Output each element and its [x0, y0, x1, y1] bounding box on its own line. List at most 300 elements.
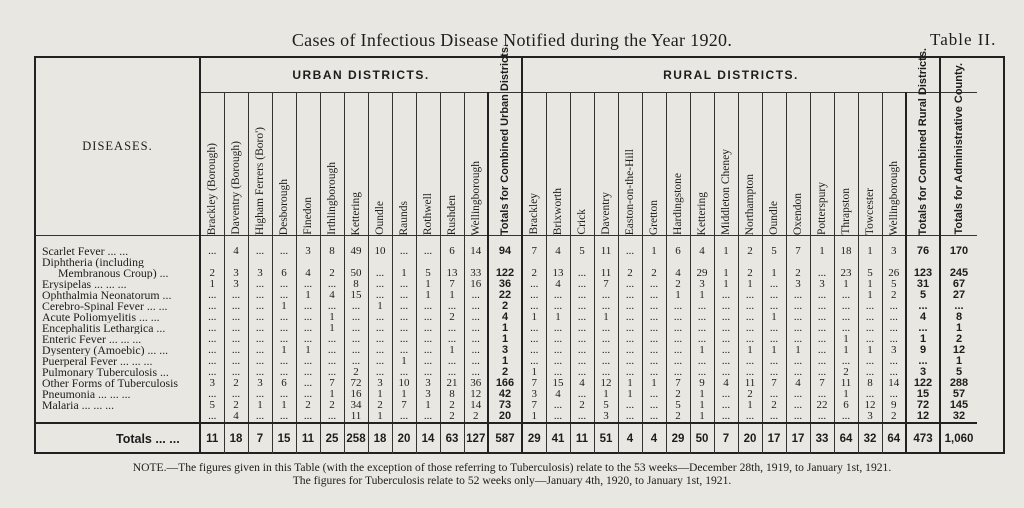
cell-value: ... [570, 312, 594, 323]
cell-value: ... [464, 323, 488, 334]
column-header [882, 93, 906, 236]
cell-value: ... [642, 356, 666, 367]
cell-value: 1 [834, 334, 858, 345]
column-header [906, 47, 940, 236]
cell-value: ... [594, 367, 618, 378]
cell-value: 1 [666, 290, 690, 301]
cell-value: ... [786, 411, 810, 423]
cell-value: 6 [272, 378, 296, 389]
cell-value: 7 [522, 400, 546, 411]
cell-value: 1 [690, 400, 714, 411]
cell-value: ... [546, 323, 570, 334]
cell-value: ... [738, 334, 762, 345]
total-value: 17 [762, 423, 786, 454]
cell-value: ... [272, 236, 296, 258]
total-value: 50 [690, 423, 714, 454]
cell-value: ... [344, 356, 368, 367]
cell-value: 2 [618, 268, 642, 279]
cell-value: 49 [344, 236, 368, 258]
cell-value: 5 [416, 268, 440, 279]
cell-value: 1 [594, 312, 618, 323]
cell-value: ... [762, 389, 786, 400]
cell-value: 2 [666, 411, 690, 423]
cell-value: ... [272, 389, 296, 400]
column-label: Irthlingborough [326, 162, 338, 235]
cell-value: 1 [690, 345, 714, 356]
cell-value: 12 [906, 411, 940, 423]
cell-value: ... [738, 367, 762, 378]
cell-value: ... [416, 356, 440, 367]
cell-value: ... [416, 411, 440, 423]
cell-value: ... [392, 236, 416, 258]
cell-value: 2 [440, 312, 464, 323]
cell-value: ... [570, 268, 594, 279]
cell-value: 94 [488, 236, 522, 258]
cell-value: ... [522, 279, 546, 290]
cell-value: 1 [368, 411, 392, 423]
cell-value: 1 [488, 334, 522, 345]
disease-name: Acute Poliomyelitis ... ... [42, 312, 160, 323]
disease-table [36, 43, 977, 454]
cell-value: ... [272, 323, 296, 334]
cell-value: ... [714, 411, 738, 423]
cell-value: ... [882, 312, 906, 323]
cell-value: ... [642, 323, 666, 334]
cell-value: ... [416, 323, 440, 334]
cell-value: 72 [906, 400, 940, 411]
cell-value: 1 [272, 345, 296, 356]
cell-value: 4 [224, 411, 248, 423]
disease-name: Enteric Fever ... ... ... [42, 334, 142, 345]
cell-value: ... [642, 301, 666, 312]
cell-value: 1 [272, 301, 296, 312]
cell-value: ... [296, 389, 320, 400]
cell-value: ... [296, 323, 320, 334]
cell-value: 1 [488, 323, 522, 334]
cell-value: ... [618, 279, 642, 290]
total-value: 29 [666, 423, 690, 454]
cell-value: ... [810, 356, 834, 367]
disease-name: Encephalitis Lethargica ... [42, 323, 166, 334]
column-label: Crick [576, 209, 588, 235]
column-header [642, 93, 666, 236]
cell-value: ... [440, 356, 464, 367]
cell-value: ... [416, 301, 440, 312]
cell-value: ... [320, 301, 344, 312]
cell-value: ... [546, 356, 570, 367]
total-value: 41 [546, 423, 570, 454]
cell-value: 16 [464, 279, 488, 290]
cell-value: ... [762, 356, 786, 367]
cell-value: ... [546, 290, 570, 301]
cell-value: ... [392, 279, 416, 290]
total-value: 7 [248, 423, 272, 454]
cell-value: 2 [488, 367, 522, 378]
cell-value: 13 [440, 268, 464, 279]
cell-value: 31 [906, 279, 940, 290]
disease-name: Malaria ... ... ... [42, 400, 115, 411]
cell-value: ... [738, 356, 762, 367]
cell-value: 1 [522, 312, 546, 323]
cell-value: 67 [940, 279, 977, 290]
column-label: Rothwell [422, 192, 434, 235]
column-label: Desborough [278, 178, 290, 235]
cell-value: 3 [248, 378, 272, 389]
cell-value: ... [248, 279, 272, 290]
cell-value: ... [464, 301, 488, 312]
cell-value: 26 [882, 268, 906, 279]
disease-name: Pulmonary Tuberculosis ... [42, 367, 169, 378]
cell-value: 2 [882, 411, 906, 423]
cell-value: ... [272, 279, 296, 290]
cell-value: ... [392, 290, 416, 301]
cell-value: ... [224, 323, 248, 334]
cell-value: 1 [858, 345, 882, 356]
cell-value: 3 [248, 268, 272, 279]
cell-value: ... [666, 356, 690, 367]
total-value: 20 [392, 423, 416, 454]
total-value: 29 [522, 423, 546, 454]
cell-value: 2 [488, 301, 522, 312]
cell-value: ... [200, 389, 224, 400]
note-line-2: The figures for Tuberculosis relate to 52 weeks only—January 4th, 1920, to January 1st, 1921. [292, 474, 732, 487]
cell-value: ... [834, 301, 858, 312]
cell-value: ... [224, 356, 248, 367]
cell-value: ... [464, 345, 488, 356]
cell-value: ... [642, 411, 666, 423]
cell-value: 3 [786, 279, 810, 290]
cell-value: 1 [738, 345, 762, 356]
cell-value: ... [344, 312, 368, 323]
column-header [570, 93, 594, 236]
cell-value: ... [248, 290, 272, 301]
cell-value: 3 [522, 389, 546, 400]
cell-value: 1 [786, 345, 810, 356]
cell-value: 1 [834, 345, 858, 356]
column-header [368, 93, 392, 236]
cell-value: ... [810, 389, 834, 400]
cell-value: ... [200, 356, 224, 367]
cell-value: 1 [940, 323, 977, 334]
cell-value: ... [882, 301, 906, 312]
cell-value: 5 [762, 236, 786, 258]
column-header [858, 93, 882, 236]
cell-value: ... [368, 323, 392, 334]
cell-value: ... [416, 367, 440, 378]
cell-value: 33 [464, 268, 488, 279]
cell-value: 2 [738, 236, 762, 258]
cell-value: ... [200, 301, 224, 312]
disease-name: Dysentery (Amoebic) ... ... [42, 345, 169, 356]
cell-value: 2 [940, 334, 977, 345]
cell-value: 2 [522, 268, 546, 279]
cell-value: ... [834, 411, 858, 423]
cell-value: 3 [594, 411, 618, 423]
total-value: 18 [368, 423, 392, 454]
cell-value: ... [690, 367, 714, 378]
cell-value: ... [594, 301, 618, 312]
cell-value: ... [882, 356, 906, 367]
cell-value: 73 [488, 400, 522, 411]
column-label: Northampton [744, 173, 756, 235]
cell-value: ... [248, 334, 272, 345]
cell-value: 3 [416, 378, 440, 389]
cell-value: ... [642, 400, 666, 411]
cell-value: 1 [714, 268, 738, 279]
cell-value: ... [714, 334, 738, 345]
cell-value: ... [642, 334, 666, 345]
column-label: Gretton [648, 199, 660, 235]
cell-value: ... [546, 301, 570, 312]
column-header [320, 93, 344, 236]
cell-value: ... [786, 389, 810, 400]
cell-value: ... [570, 367, 594, 378]
cell-value: 7 [522, 378, 546, 389]
cell-value: ... [296, 334, 320, 345]
cell-value: ... [618, 301, 642, 312]
cell-value: ... [392, 312, 416, 323]
cell-value: ... [570, 290, 594, 301]
cell-value: ... [570, 345, 594, 356]
cell-value: 7 [666, 378, 690, 389]
cell-value: 10 [392, 378, 416, 389]
cell-value: ... [320, 411, 344, 423]
cell-value: 11 [834, 378, 858, 389]
disease-name: Diphtheria (including [42, 257, 144, 268]
cell-value: ... [618, 356, 642, 367]
cell-value: 8 [440, 389, 464, 400]
cell-value: ... [368, 279, 392, 290]
cell-value: 1 [834, 279, 858, 290]
cell-value: ... [690, 323, 714, 334]
cell-value: ... [272, 411, 296, 423]
cell-value: 6 [834, 400, 858, 411]
cell-value: ... [810, 367, 834, 378]
cell-value: 1 [272, 400, 296, 411]
cell-value: ... [224, 367, 248, 378]
column-header [714, 93, 738, 236]
cell-value: ... [248, 301, 272, 312]
total-value: 587 [488, 423, 522, 454]
cell-value: ... [618, 411, 642, 423]
cell-value: 4 [690, 236, 714, 258]
total-value: 17 [786, 423, 810, 454]
column-label: Wellingborough [887, 160, 900, 235]
cell-value: ... [786, 400, 810, 411]
cell-value: 50 [344, 268, 368, 279]
cell-value: 1 [858, 236, 882, 258]
cell-value: ... [738, 290, 762, 301]
cell-value: ... [368, 345, 392, 356]
cell-value: ... [738, 323, 762, 334]
cell-value: 34 [344, 400, 368, 411]
total-value: 20 [738, 423, 762, 454]
cell-value: 123 [906, 268, 940, 279]
cell-value: 2 [224, 378, 248, 389]
column-header [666, 93, 690, 236]
column-header [224, 93, 248, 236]
cell-value: ... [882, 334, 906, 345]
cell-value: ... [368, 367, 392, 378]
cell-value: ... [344, 323, 368, 334]
cell-value: ... [618, 334, 642, 345]
cell-value: ... [594, 290, 618, 301]
cell-value: 1 [368, 389, 392, 400]
cell-value: ... [834, 290, 858, 301]
cell-value: ... [440, 323, 464, 334]
cell-value: 32 [940, 411, 977, 423]
cell-value: 1 [762, 268, 786, 279]
cell-value: 12 [464, 389, 488, 400]
cell-value: 122 [906, 378, 940, 389]
cell-value: 20 [488, 411, 522, 423]
cell-value: 12 [594, 378, 618, 389]
cell-value: 1 [618, 378, 642, 389]
cell-value: ... [642, 345, 666, 356]
cell-value: ... [714, 356, 738, 367]
column-header [416, 93, 440, 236]
cell-value: 4 [546, 279, 570, 290]
cell-value: 3 [882, 236, 906, 258]
column-label: Potterspury [816, 181, 828, 235]
cell-value: ... [618, 290, 642, 301]
cell-value: ... [618, 367, 642, 378]
cell-value: 2 [666, 389, 690, 400]
cell-value: ... [858, 389, 882, 400]
cell-value: 4 [546, 389, 570, 400]
cell-value: ... [666, 312, 690, 323]
cell-value: ... [858, 312, 882, 323]
cell-value: ... [690, 356, 714, 367]
cell-value: 18 [834, 236, 858, 258]
disease-name: Scarlet Fever ... ... [36, 236, 200, 258]
cell-value: 2 [882, 290, 906, 301]
cell-value: 11 [594, 236, 618, 258]
cell-value: 1 [690, 411, 714, 423]
cell-value: ... [786, 301, 810, 312]
cell-value: 6 [666, 236, 690, 258]
total-value: 11 [296, 423, 320, 454]
cell-value: ... [546, 400, 570, 411]
cell-value: ... [296, 367, 320, 378]
cell-value: 4 [224, 236, 248, 258]
cell-value: 3 [200, 378, 224, 389]
cell-value: ... [344, 345, 368, 356]
cell-value: 3 [488, 345, 522, 356]
cell-value: 1 [762, 312, 786, 323]
cell-value: ... [248, 356, 272, 367]
cell-value: ... [714, 301, 738, 312]
cell-value: 5 [570, 236, 594, 258]
cell-value: ... [296, 301, 320, 312]
cell-value: ... [272, 290, 296, 301]
cell-value: ... [440, 334, 464, 345]
cell-value: 1 [594, 389, 618, 400]
cell-value: 72 [344, 378, 368, 389]
cell-value: 2 [834, 367, 858, 378]
cell-value: ... [618, 236, 642, 258]
total-value: 51 [594, 423, 618, 454]
cell-value: ... [738, 301, 762, 312]
cell-value: ... [810, 334, 834, 345]
cell-value: ... [570, 323, 594, 334]
cell-value: 14 [882, 378, 906, 389]
column-label: Middleton Cheney [720, 149, 732, 235]
cell-value: 170 [940, 236, 977, 258]
urban-group-header: URBAN DISTRICTS. [200, 58, 522, 93]
cell-value: ... [368, 312, 392, 323]
cell-value: 5 [940, 367, 977, 378]
cell-value: 2 [320, 268, 344, 279]
cell-value: 4 [546, 236, 570, 258]
total-value: 15 [272, 423, 296, 454]
cell-value: 14 [464, 400, 488, 411]
cell-value: ... [570, 301, 594, 312]
cell-value: 1 [690, 290, 714, 301]
cell-value: ... [666, 367, 690, 378]
rural-group-header: RURAL DISTRICTS. [522, 58, 940, 93]
cell-value: ... [320, 367, 344, 378]
cell-value: 10 [368, 236, 392, 258]
cell-value: ... [762, 279, 786, 290]
cell-value: ... [786, 367, 810, 378]
cell-value: 5 [666, 400, 690, 411]
cell-value: ... [570, 279, 594, 290]
table-row [36, 236, 977, 258]
cell-value: ... [714, 312, 738, 323]
cell-value: ... [440, 367, 464, 378]
cell-value: 76 [906, 236, 940, 258]
total-value: 1,060 [940, 423, 977, 454]
cell-value: 3 [690, 279, 714, 290]
cell-value: 8 [320, 236, 344, 258]
cell-value: ... [546, 411, 570, 423]
cell-value: 2 [440, 400, 464, 411]
cell-value: ... [224, 312, 248, 323]
cell-value: 14 [464, 236, 488, 258]
cell-value: 1 [296, 345, 320, 356]
cell-value: ... [594, 334, 618, 345]
cell-value: ... [200, 345, 224, 356]
disease-name: Other Forms of Tuberculosis [42, 378, 178, 389]
totals-row [36, 423, 977, 454]
cell-value: 15 [344, 290, 368, 301]
cell-value: 2 [344, 367, 368, 378]
cell-value: 4 [786, 378, 810, 389]
column-label: Oundle [374, 201, 386, 235]
cell-value: ... [666, 334, 690, 345]
cell-value: ... [272, 367, 296, 378]
cell-value: 9 [690, 378, 714, 389]
column-label: Wellingborough [469, 160, 482, 235]
cell-value: 2 [200, 268, 224, 279]
total-value: 14 [416, 423, 440, 454]
cell-value: 3 [224, 279, 248, 290]
cell-value: 7 [594, 279, 618, 290]
cell-value: ... [594, 356, 618, 367]
cell-value: 11 [738, 378, 762, 389]
table-row [36, 411, 977, 423]
cell-value: 1 [618, 389, 642, 400]
cell-value: ... [618, 345, 642, 356]
column-header [810, 93, 834, 236]
cell-value: 2 [440, 411, 464, 423]
column-label: Oxendon [792, 192, 804, 235]
page-title: Cases of Infectious Disease Notified during the Year 1920. [291, 30, 733, 50]
cell-value: ... [392, 367, 416, 378]
cell-value: ... [940, 301, 977, 312]
cell-value: ... [786, 312, 810, 323]
